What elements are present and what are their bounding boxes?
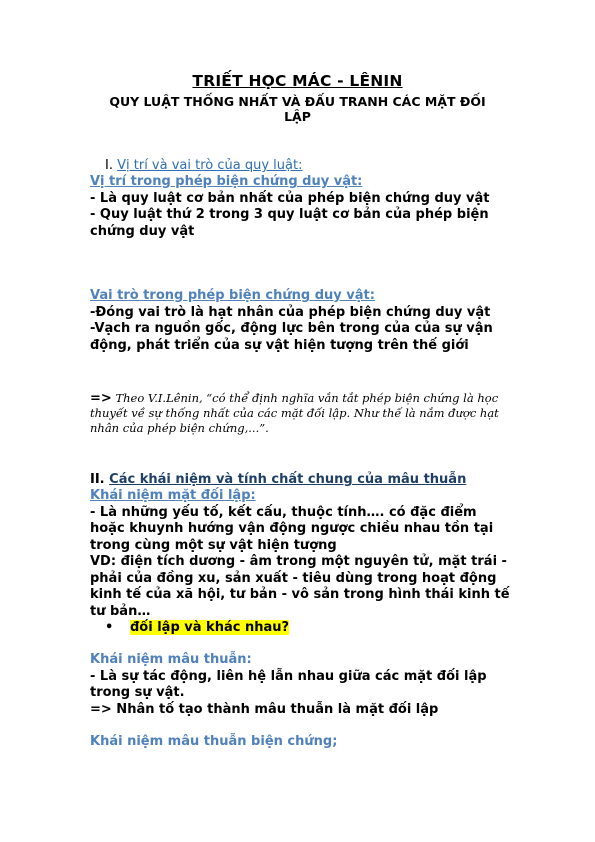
document-title: TRIẾT HỌC MÁC - LÊNIN	[192, 72, 403, 90]
contradiction-block	[90, 652, 510, 718]
position-line-2: - Quy luật thứ 2 trong 3 quy luật cơ bản của phép biện chứng duy vật	[90, 207, 489, 239]
bullet-dot-icon: •	[105, 620, 114, 635]
contradiction-heading: Khái niệm mâu thuẫn:	[90, 652, 252, 667]
role-line-1: -Đóng vai trò là hạt nhân của phép biện chứng duy vật	[90, 304, 491, 320]
dialectic-block	[90, 734, 510, 751]
opposite-block	[90, 488, 510, 620]
section-2-number: II.	[90, 472, 105, 487]
quote-arrow: =>	[90, 391, 112, 406]
role-line-2: -Vạch ra nguồn gốc, động lực bên trong của của sự vận động, phát triển của sự vật hiện tượng trên thế giới	[90, 321, 493, 353]
lenin-quote	[90, 391, 505, 436]
section-1-title-link[interactable]: Vị trí và vai trò của quy luật:	[117, 158, 303, 173]
contradiction-line-1: - Là sự tác động, liên hệ lẫn nhau giữa các mặt đối lập trong sự vật.	[90, 668, 487, 700]
opposite-line-2: VD: điện tích dương - âm trong một nguyên tử, mặt trái - phải của đồng xu, sản xuất - tiêu dùng trong hoạt động kinh tế của xã hội, tư bản - vô sản trong hình thái kinh tế tư bản…	[90, 554, 510, 619]
role-block	[90, 288, 510, 354]
position-block	[90, 174, 510, 240]
dialectic-heading: Khái niệm mâu thuẫn biện chứng;	[90, 734, 338, 749]
opposite-line-1: - Là những yếu tố, kết cấu, thuộc tính…. có đặc điểm hoặc khuynh hướng vận động ngược chiều nhau tồn tại trong cùng một sự vật hiện tượng	[90, 504, 494, 553]
quote-text: Theo V.I.Lênin, “có thể định nghĩa vắn tắt phép biện chứng là học thuyết về sự thống nhất của các mặt đối lập. Như thế là nắm được hạt nhân của phép biện chứng,...”.	[90, 391, 499, 435]
contradiction-line-2: => Nhân tố tạo thành mâu thuẫn là mặt đối lập	[90, 701, 439, 717]
bullet-item	[105, 620, 289, 635]
opposite-heading: Khái niệm mặt đối lập:	[90, 488, 256, 503]
section-1-number: I.	[105, 158, 113, 173]
position-heading: Vị trí trong phép biện chứng duy vật:	[90, 174, 363, 189]
section-2-heading	[90, 472, 510, 489]
section-2-title-link[interactable]: Các khái niệm và tính chất chung của mâu thuẫn	[109, 472, 467, 487]
position-line-1: - Là quy luật cơ bản nhất của phép biện chứng duy vật	[90, 190, 490, 206]
role-heading: Vai trò trong phép biện chứng duy vật:	[90, 288, 375, 303]
section-1-heading	[105, 158, 302, 173]
highlighted-question: đối lập và khác nhau?	[130, 620, 290, 635]
document-subtitle: QUY LUẬT THỐNG NHẤT VÀ ĐẤU TRANH CÁC MẶT ĐỐI LẬP	[109, 94, 486, 124]
